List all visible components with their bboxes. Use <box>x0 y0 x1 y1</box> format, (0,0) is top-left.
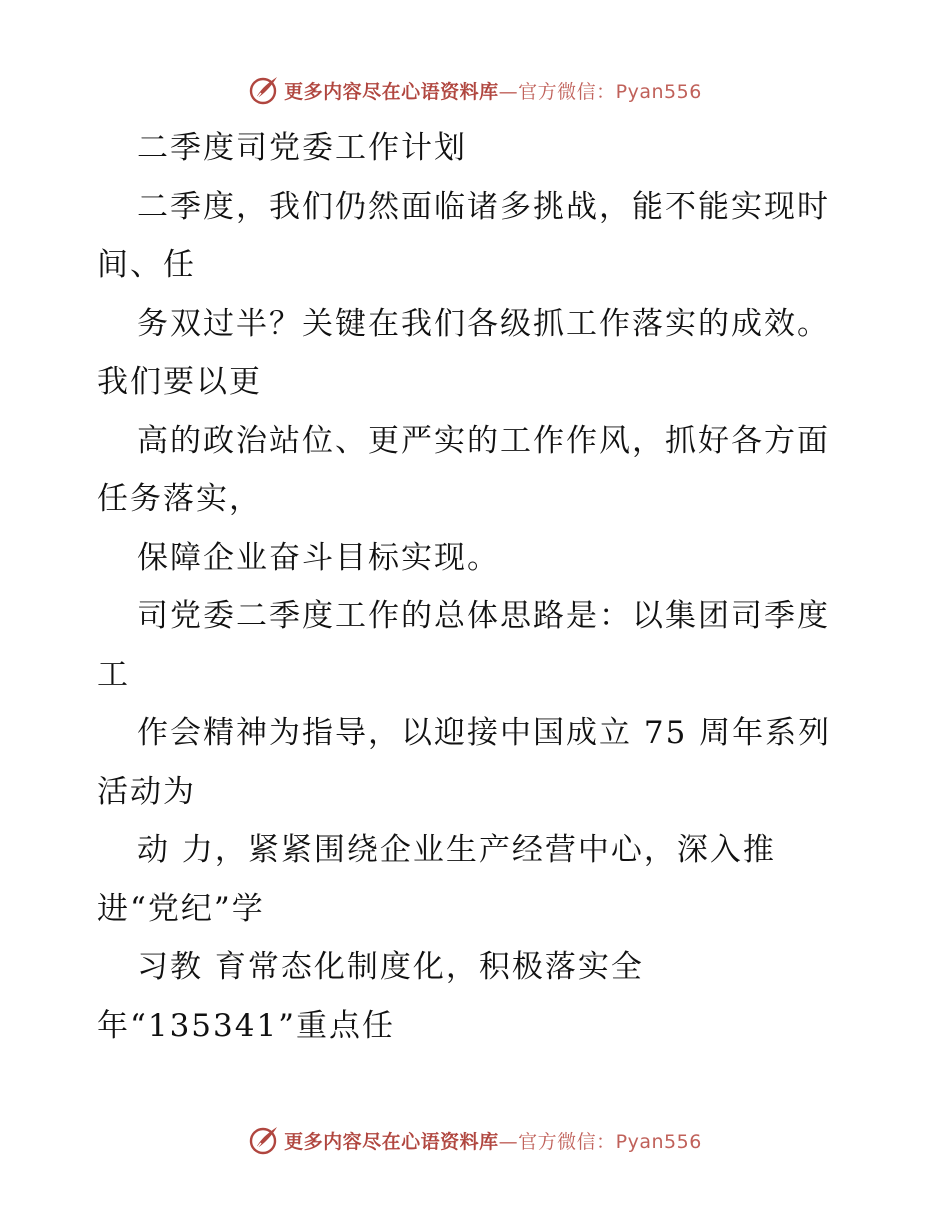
paragraph-line: 活动为 <box>97 774 196 810</box>
paragraph-line: 司党委二季度工作的总体思路是：以集团司季度 <box>137 598 830 634</box>
paragraph-line: 务双过半？关键在我们各级抓工作落实的成效。 <box>137 306 830 342</box>
paragraph-line: 高的政治站位、更严实的工作作风，抓好各方面 <box>137 423 830 459</box>
paragraph-line: 二季度，我们仍然面临诸多挑战，能不能实现时 <box>137 189 830 225</box>
footer-brand-text: 更多内容尽在心语资料库 <box>284 1130 499 1153</box>
paragraph-line: 作会精神为指导，以迎接中国成立 75 周年系列 <box>137 715 832 751</box>
paragraph-line: 任务落实， <box>97 481 262 517</box>
footer-wechat-text: —官方微信：Pyan556 <box>498 1130 702 1153</box>
paragraph-line: 工 <box>97 657 130 693</box>
header-wechat-text: —官方微信：Pyan556 <box>498 80 702 103</box>
paragraph-line: 动 力，紧紧围绕企业生产经营中心，深入推 <box>137 832 776 868</box>
document-title: 二季度司党委工作计划 <box>137 130 467 166</box>
paragraph-line: 进“党纪”学 <box>97 891 265 927</box>
footer-watermark <box>0 1120 950 1160</box>
paragraph-line: 习教 育常态化制度化，积极落实全 <box>137 949 644 985</box>
paragraph-line: 年“135341”重点任 <box>97 1008 396 1044</box>
paragraph-line: 保障企业奋斗目标实现。 <box>137 540 500 576</box>
paragraph-line: 间、任 <box>97 247 196 283</box>
header-brand-text: 更多内容尽在心语资料库 <box>284 80 499 103</box>
paragraph-line: 我们要以更 <box>97 364 262 400</box>
feather-pen-logo-icon <box>248 1124 280 1156</box>
